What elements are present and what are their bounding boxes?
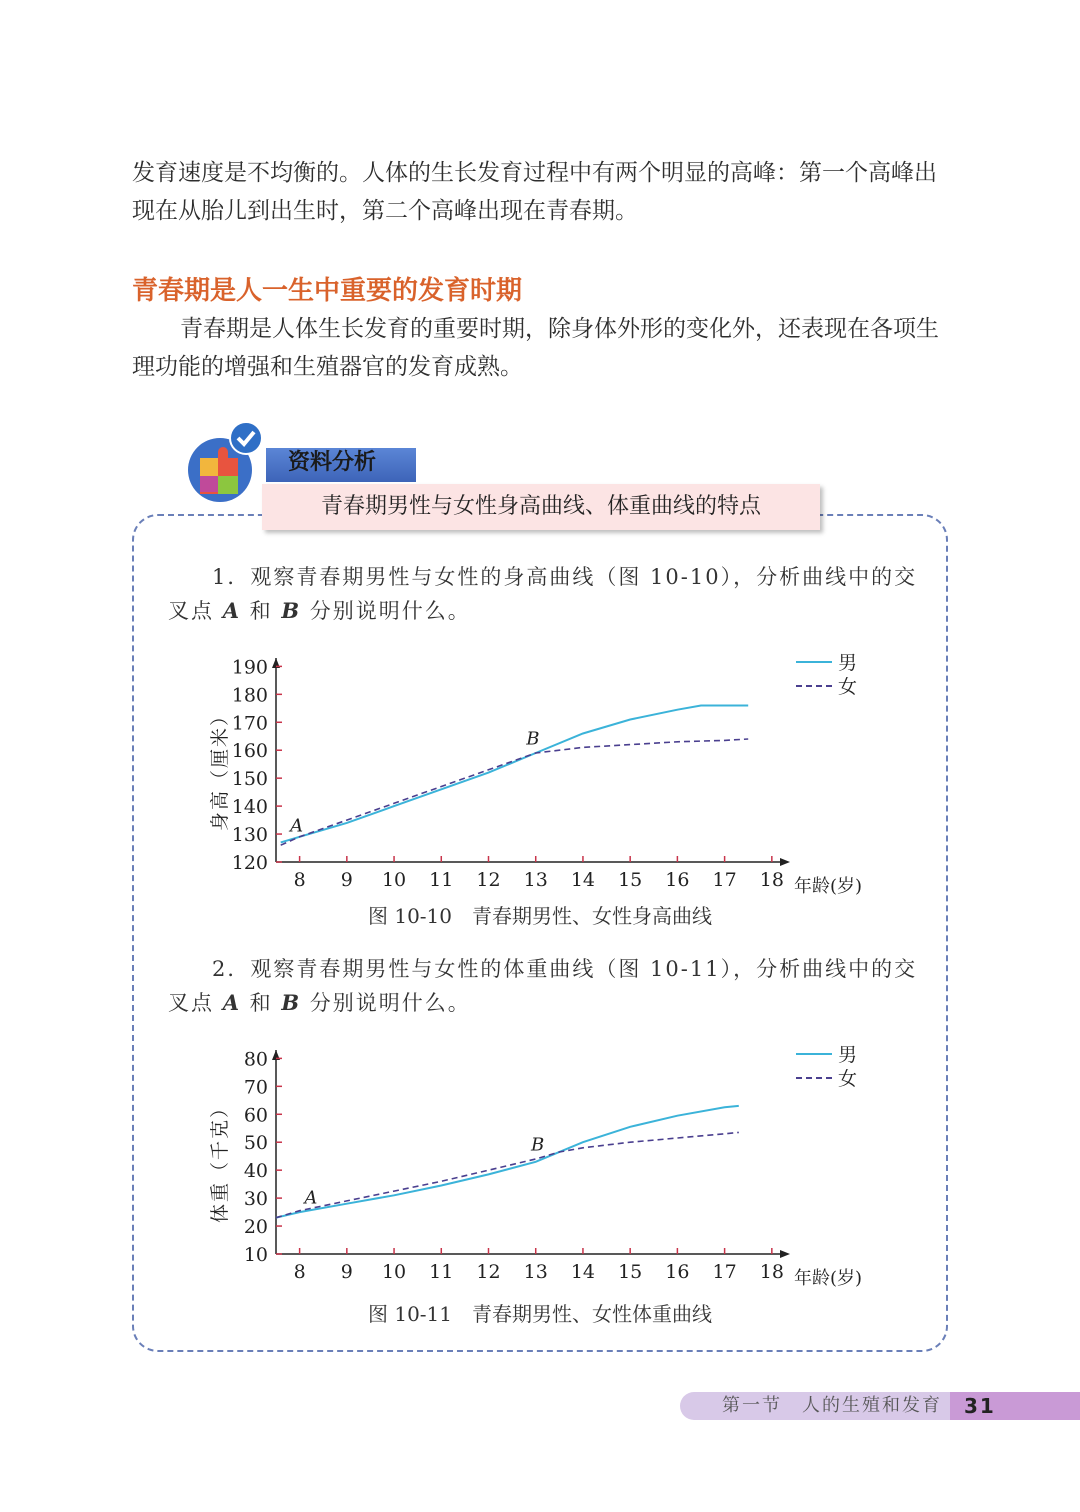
series-line-male: [281, 706, 749, 843]
x-tick-label: 13: [523, 869, 548, 891]
question-2-and: 和: [240, 991, 282, 1015]
x-tick-label: 17: [712, 1261, 737, 1283]
legend-label: 女: [838, 676, 858, 698]
x-tick-label: 11: [429, 1261, 454, 1283]
footer-section-title: 第一节 人的生殖和发育: [722, 1395, 942, 1416]
y-axis-label: 身高（厘米）: [209, 704, 231, 832]
point-annotation: B: [526, 728, 540, 750]
y-tick-label: 70: [243, 1076, 268, 1099]
x-tick-label: 9: [340, 1261, 353, 1283]
x-tick-label: 16: [665, 1261, 690, 1283]
x-axis-label: 年龄(岁): [794, 1268, 863, 1289]
x-axis-label: 年龄(岁): [794, 876, 863, 897]
y-tick-label: 50: [243, 1132, 268, 1155]
y-tick-label: 150: [231, 768, 268, 791]
height-chart: [190, 650, 890, 900]
y-tick-label: 190: [231, 656, 268, 679]
legend-label: 男: [838, 652, 858, 674]
x-axis-arrow: [780, 858, 790, 866]
x-tick-label: 11: [429, 869, 454, 891]
y-tick-label: 160: [231, 740, 268, 763]
x-tick-label: 8: [293, 869, 306, 891]
section-heading: 青春期是人一生中重要的发育时期: [132, 276, 523, 306]
x-tick-label: 18: [759, 1261, 784, 1283]
legend-label: 男: [838, 1044, 858, 1066]
y-tick-label: 60: [243, 1104, 268, 1127]
y-tick-label: 170: [231, 712, 268, 735]
legend-label: 女: [838, 1068, 858, 1090]
x-tick-label: 15: [618, 869, 643, 891]
point-annotation: A: [290, 815, 304, 837]
x-tick-label: 12: [476, 1261, 501, 1283]
y-tick-label: 40: [243, 1160, 268, 1183]
series-line-female: [281, 739, 749, 845]
question-1-and: 和: [240, 599, 282, 623]
y-tick-label: 140: [231, 796, 268, 819]
y-tick-label: 80: [243, 1048, 268, 1071]
y-tick-label: 120: [231, 852, 268, 874]
y-tick-label: 20: [243, 1216, 268, 1239]
page-number: 31: [950, 1392, 1080, 1420]
x-tick-label: 8: [293, 1261, 306, 1283]
point-a-label: A: [222, 598, 241, 623]
point-annotation: A: [304, 1187, 318, 1209]
x-tick-label: 10: [381, 1261, 407, 1283]
question-2-end: 分别说明什么。: [301, 991, 471, 1015]
x-tick-label: 9: [340, 869, 353, 891]
x-tick-label: 10: [381, 869, 407, 891]
point-b-label: B: [281, 990, 302, 1015]
analysis-subtitle: 青春期男性与女性身高曲线、体重曲线的特点: [262, 484, 820, 530]
x-axis-arrow: [780, 1250, 790, 1258]
puzzle-globe-icon: [186, 420, 270, 504]
x-tick-label: 17: [712, 869, 737, 891]
question-1: [168, 560, 928, 628]
height-chart-caption: 图 10-10 青春期男性、女性身高曲线: [367, 904, 712, 928]
question-1-text: 1．观察青春期男性与女性的身高曲线（图 10-10），分析曲线中的交叉点: [168, 565, 918, 623]
y-tick-label: 180: [231, 684, 268, 707]
x-tick-label: 14: [570, 869, 596, 891]
y-tick-label: 30: [243, 1188, 268, 1211]
x-tick-label: 12: [476, 869, 501, 891]
intro-paragraph: 发育速度是不均衡的。人体的生长发育过程中有两个明显的高峰：第一个高峰出现在从胎儿到出生时，第二个高峰出现在青春期。: [132, 160, 937, 224]
analysis-badge: [266, 448, 416, 482]
weight-chart-caption: 图 10-11 青春期男性、女性体重曲线: [367, 1302, 712, 1326]
section-paragraph: 青春期是人体生长发育的重要时期，除身体外形的变化外，还表现在各项生理功能的增强和生殖器官的发育成熟。: [132, 316, 939, 380]
x-tick-label: 18: [759, 869, 784, 891]
analysis-badge-label: 资料分析: [288, 450, 377, 475]
x-tick-label: 13: [523, 1261, 548, 1283]
point-a-label: A: [222, 990, 241, 1015]
x-tick-label: 14: [570, 1261, 596, 1283]
weight-chart: [190, 1042, 890, 1292]
y-tick-label: 10: [243, 1244, 268, 1266]
y-axis-label: 体重（千克）: [209, 1096, 231, 1224]
x-tick-label: 16: [665, 869, 690, 891]
point-annotation: B: [531, 1134, 545, 1156]
x-tick-label: 15: [618, 1261, 643, 1283]
y-tick-label: 130: [231, 824, 268, 847]
question-2: [168, 952, 928, 1020]
point-b-label: B: [281, 598, 302, 623]
question-2-text: 2．观察青春期男性与女性的体重曲线（图 10-11），分析曲线中的交叉点: [168, 957, 918, 1015]
question-1-end: 分别说明什么。: [301, 599, 471, 623]
